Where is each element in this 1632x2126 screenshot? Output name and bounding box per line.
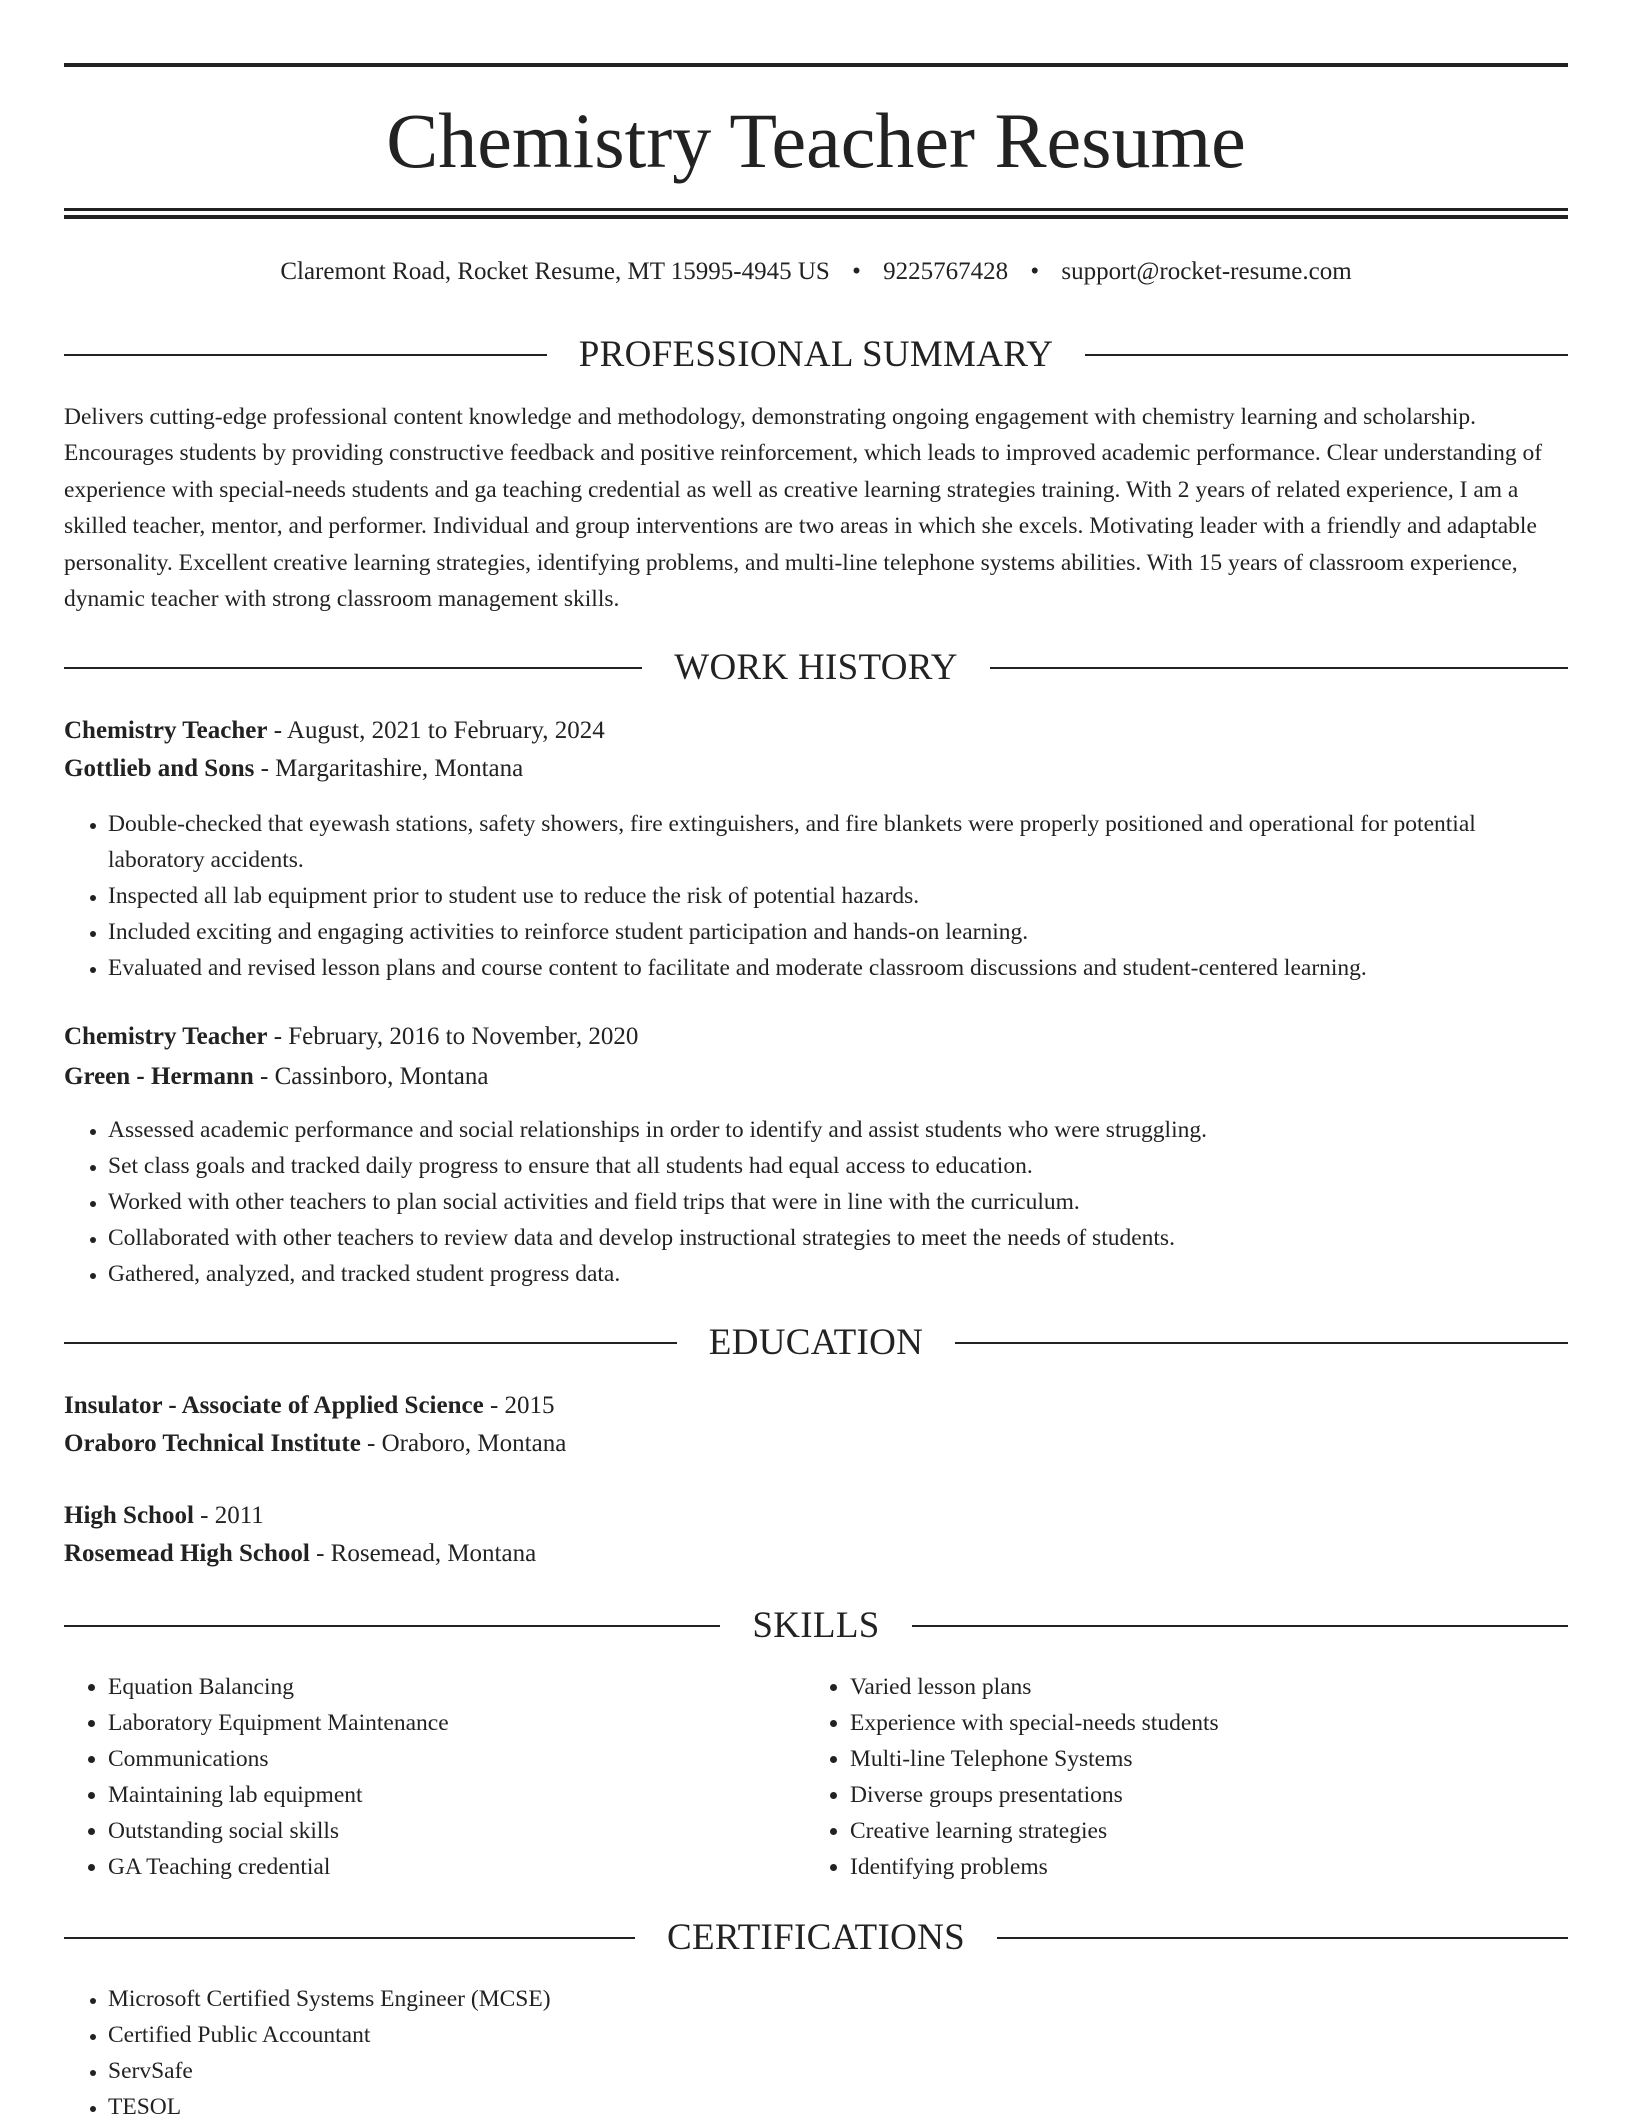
job-company: Gottlieb and Sons [64, 755, 255, 782]
education-year: - 2015 [483, 1392, 555, 1419]
list-item: • TESOL [108, 2089, 1568, 2125]
job-title-line [64, 1018, 638, 1056]
job-title-line [64, 712, 605, 750]
education-school-line [64, 1535, 536, 1573]
list-item: • Equation Balancing [108, 1669, 764, 1705]
heading-rule [912, 1625, 1568, 1627]
job-company: Green - Hermann [64, 1063, 254, 1090]
education-school: Oraboro Technical Institute [64, 1430, 361, 1457]
job-bullets [64, 806, 1568, 986]
job-company-line [64, 1058, 489, 1096]
certifications-list [64, 1981, 1568, 2125]
list-item: • Worked with other teachers to plan social activities and field trips that were in line with the curriculum. [108, 1184, 1568, 1220]
education-school-line [64, 1425, 566, 1463]
education-degree-line [64, 1387, 555, 1425]
title-divider [64, 215, 1568, 219]
list-item: • Maintaining lab equipment [108, 1777, 764, 1813]
education-degree-line [64, 1497, 264, 1535]
list-item: • Creative learning strategies [850, 1813, 1506, 1849]
education-degree: High School [64, 1502, 194, 1529]
heading-rule [64, 1937, 635, 1939]
heading-rule [64, 354, 547, 356]
list-item: • Communications [108, 1741, 764, 1777]
education-year: - 2011 [193, 1502, 264, 1529]
list-item: • Assessed academic performance and social relationships in order to identify and assist students who were struggling. [108, 1112, 1568, 1148]
contact-email[interactable]: support@rocket-resume.com [1061, 258, 1352, 285]
list-item: • Experience with special-needs students [850, 1705, 1506, 1741]
list-item: • Diverse groups presentations [850, 1777, 1506, 1813]
section-title: PROFESSIONAL SUMMARY [578, 334, 1054, 375]
list-item: • Set class goals and tracked daily progress to ensure that all students had equal access to education. [108, 1148, 1568, 1184]
contact-separator: • [852, 258, 861, 285]
job-location: - Margaritashire, Montana [254, 755, 524, 782]
list-item: • Microsoft Certified Systems Engineer (MCSE) [108, 1981, 1568, 2017]
contact-line [64, 252, 1568, 292]
contact-phone: 9225767428 [883, 258, 1009, 285]
section-title: CERTIFICATIONS [667, 1917, 965, 1958]
job-dates: - August, 2021 to February, 2024 [267, 717, 605, 744]
skills-list-right [806, 1669, 1506, 1885]
list-item: • Laboratory Equipment Maintenance [108, 1705, 764, 1741]
heading-rule [990, 667, 1568, 669]
education-school: Rosemead High School [64, 1540, 310, 1567]
list-item: • Certified Public Accountant [108, 2017, 1568, 2053]
skills-list-left [64, 1669, 764, 1885]
education-degree: Insulator - Associate of Applied Science [64, 1392, 484, 1419]
list-item: • Multi-line Telephone Systems [850, 1741, 1506, 1777]
heading-rule [1085, 354, 1568, 356]
job-title: Chemistry Teacher [64, 1023, 268, 1050]
list-item: • Outstanding social skills [108, 1813, 764, 1849]
section-heading-skills [64, 1601, 1568, 1651]
heading-rule [64, 1625, 720, 1627]
job-location: - Cassinboro, Montana [253, 1063, 489, 1090]
heading-rule [955, 1342, 1568, 1344]
list-item: • Varied lesson plans [850, 1669, 1506, 1705]
contact-address: Claremont Road, Rocket Resume, MT 15995-4945 US [280, 258, 830, 285]
job-company-line [64, 750, 523, 788]
education-location: - Rosemead, Montana [309, 1540, 537, 1567]
section-heading-work [64, 643, 1568, 693]
top-divider [64, 63, 1568, 67]
section-heading-education [64, 1318, 1568, 1368]
education-location: - Oraboro, Montana [360, 1430, 567, 1457]
list-item: • Collaborated with other teachers to review data and develop instructional strategies to meet the needs of students. [108, 1220, 1568, 1256]
section-heading-certifications [64, 1913, 1568, 1963]
job-bullets [64, 1112, 1568, 1292]
contact-separator: • [1030, 258, 1040, 285]
section-title: SKILLS [752, 1605, 880, 1646]
list-item: • ServSafe [108, 2053, 1568, 2089]
heading-rule [64, 667, 642, 669]
list-item: • GA Teaching credential [108, 1849, 764, 1885]
job-title: Chemistry Teacher [64, 717, 268, 744]
summary-paragraph: Delivers cutting-edge professional content knowledge and methodology, demonstrating ongoing engagement with chemistry learning and scholarship. Encourages students by providing constructive feedback and positive reinforcement, which leads to improved academic performance. Clear understanding of experience with special-needs students and ga teaching credential as well as creative learning strategies training. With 2 years of related experience, I am a skilled teacher, mentor, and performer. Individual and group interventions are two areas in which she excels. Motivating leader with a friendly and adaptable personality. Excellent creative learning strategies, identifying problems, and multi-line telephone systems abilities. With 15 years of classroom experience, dynamic teacher with strong classroom management skills. [64, 404, 1543, 613]
heading-rule [997, 1937, 1568, 1939]
list-item: • Evaluated and revised lesson plans and course content to facilitate and moderate classroom discussions and student-centered learning. [108, 950, 1568, 986]
heading-rule [64, 1342, 677, 1344]
list-item: • Included exciting and engaging activities to reinforce student participation and hands-on learning. [108, 914, 1568, 950]
title-divider [64, 208, 1568, 211]
job-dates: - February, 2016 to November, 2020 [267, 1023, 639, 1050]
list-item: • Inspected all lab equipment prior to student use to reduce the risk of potential hazards. [108, 878, 1568, 914]
list-item: • Gathered, analyzed, and tracked student progress data. [108, 1256, 1568, 1292]
list-item: • Identifying problems [850, 1849, 1506, 1885]
resume-title: Chemistry Teacher Resume [386, 97, 1246, 184]
section-title: EDUCATION [708, 1322, 924, 1363]
section-heading-summary [64, 330, 1568, 380]
list-item: • Double-checked that eyewash stations, safety showers, fire extinguishers, and fire blankets were properly positioned and operational for potential laboratory accidents. [108, 806, 1568, 878]
section-title: WORK HISTORY [674, 647, 958, 688]
